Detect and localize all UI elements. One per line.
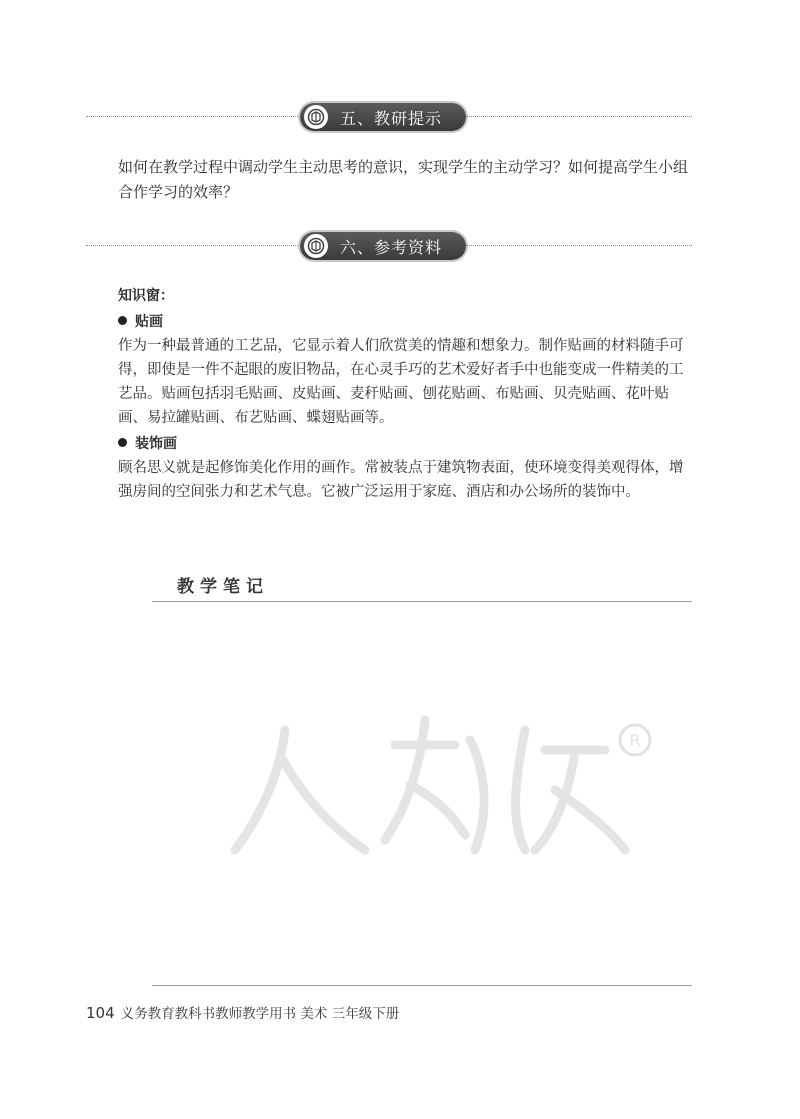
section-badge [300,232,466,260]
bullet-icon [118,316,127,325]
reference-item-heading [118,310,692,334]
bullet-icon [118,438,127,447]
notes-bottom-rule [152,985,692,986]
dotted-rule-left [86,116,300,117]
publisher-watermark [225,700,665,870]
page-footer [86,1002,399,1022]
book-title: 义务教育教科书教师教学用书 美术 三年级下册 [120,1006,400,1022]
reference-item-body: 顾名思义就是起修饰美化作用的画作。常被装点于建筑物表面，使环境变得美观得体，增强房间的空间张力和艺术气息。它被广泛运用于家庭、酒店和办公场所的装饰中。 [118,460,684,500]
section-icon [304,105,328,129]
section-icon [304,234,328,258]
reference-item-heading [118,432,692,456]
dotted-rule-left [86,245,300,246]
reference-item-heading-text: 贴画 [135,314,163,330]
section-header-references [86,232,692,260]
section-badge [300,103,466,131]
section-title: 六、参考资料 [340,237,443,257]
knowledge-window-label: 知识窗： [118,288,174,304]
reference-item-body: 作为一种最普通的工艺品，它显示着人们欣赏美的情趣和想象力。制作贴画的材料随手可得，即使是一件不起眼的废旧物品，在心灵手巧的艺术爱好者手中也能变成一件精美的工艺品。贴画包括羽毛贴画、皮贴画、麦秆贴画、刨花贴画、布贴画、贝壳贴画、花叶贴画、易拉罐贴画、布艺贴画、蝶翅贴画等。 [118,338,684,426]
svg-text:人教版: 人教版 [225,700,228,701]
dotted-rule-right [466,116,692,117]
reference-content [118,284,692,504]
reference-item-heading-text: 装饰画 [135,436,177,452]
page-number: 104 [86,1004,115,1022]
section-header-research-tips [86,103,692,131]
notes-top-rule [152,601,692,602]
svg-text:R: R [629,731,641,750]
dotted-rule-right [466,245,692,246]
teaching-notes-title: 教学笔记 [177,577,269,597]
section-title: 五、教研提示 [340,108,443,128]
research-tip-paragraph: 如何在教学过程中调动学生主动思考的意识，实现学生的主动学习？如何提高学生小组合作学习的效率？ [118,158,689,201]
